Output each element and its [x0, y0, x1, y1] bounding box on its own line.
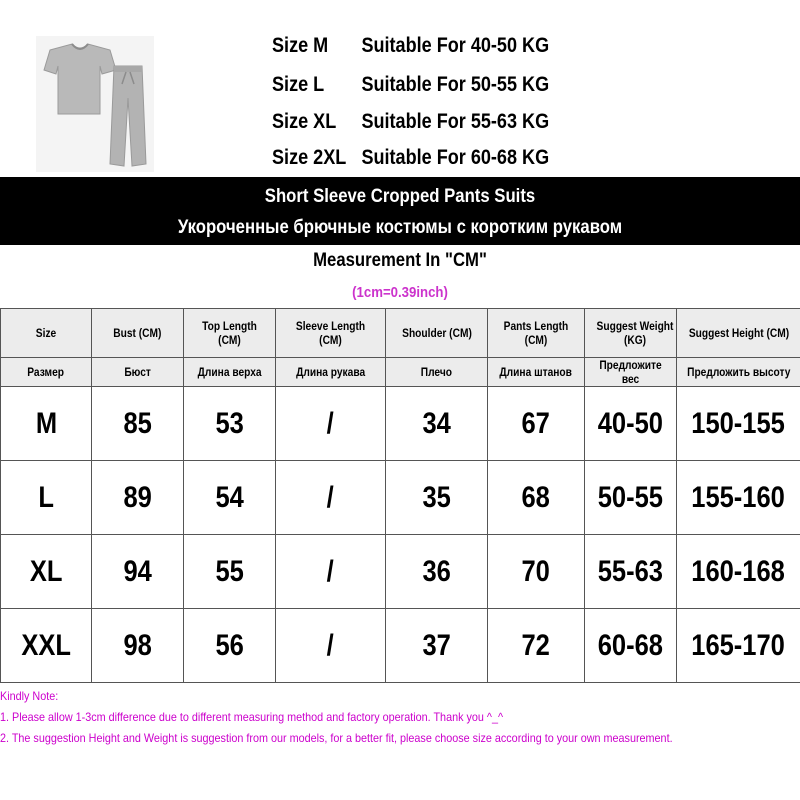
table-cell — [386, 535, 488, 609]
table-cell-text: / — [326, 480, 335, 514]
header-row-ru — [1, 358, 800, 387]
unit-conversion: (1cm=0.39inch) — [352, 284, 448, 301]
column-header-ru-text: Длина штанов — [499, 365, 573, 379]
column-header-ru — [386, 358, 488, 387]
size-guide-line — [272, 146, 549, 174]
table-cell-text: 53 — [215, 406, 244, 440]
column-header-ru-text: Предложите вес — [599, 358, 662, 386]
size-guide-size: Size 2XL — [272, 146, 347, 169]
column-header-text: Sleeve Length (CM) — [295, 319, 366, 347]
table-cell — [677, 387, 800, 461]
column-header-ru — [276, 358, 386, 387]
table-cell — [386, 387, 488, 461]
size-guide-text: Suitable For 55-63 KG — [361, 110, 550, 133]
table-cell-text: 55 — [215, 554, 244, 588]
column-header — [585, 309, 677, 358]
size-guide-text: Suitable For 50-55 KG — [361, 73, 550, 96]
table-cell-text: 37 — [422, 628, 451, 662]
table-cell-text: 55-63 — [597, 554, 664, 588]
table-cell — [184, 609, 276, 683]
size-table — [0, 308, 800, 683]
table-cell-text: 36 — [422, 554, 451, 588]
table-cell-text: 40-50 — [597, 406, 664, 440]
column-header — [92, 309, 184, 358]
column-header-ru — [585, 358, 677, 387]
note-item: 1. Please allow 1-3cm difference due to different measuring method and factory operation. Thank you ^_^ — [0, 710, 504, 724]
table-cell — [184, 461, 276, 535]
table-cell-text: 70 — [521, 554, 551, 588]
table-cell-text: 34 — [422, 406, 451, 440]
table-cell-text: 68 — [521, 480, 551, 514]
column-header-text: Top Length (CM) — [202, 319, 257, 347]
table-cell — [488, 387, 585, 461]
table-row — [1, 609, 800, 683]
table-cell-text: 94 — [123, 554, 152, 588]
column-header-text: Shoulder (CM) — [401, 326, 472, 340]
column-header-ru-text: Предложить высоту — [686, 365, 791, 379]
table-cell-text: 60-68 — [597, 628, 664, 662]
table-cell-text: / — [326, 628, 335, 662]
size-guide-size: Size M — [272, 34, 329, 57]
table-cell — [276, 387, 386, 461]
measurement-unit: Measurement In "CM" — [313, 250, 487, 271]
table-cell-text: M — [35, 406, 57, 440]
table-cell — [276, 609, 386, 683]
size-guide-line — [272, 34, 549, 62]
table-cell-text: 89 — [123, 480, 152, 514]
size-guide-line — [272, 110, 549, 138]
note-title: Kindly Note: — [0, 689, 59, 703]
table-cell — [585, 535, 677, 609]
table-cell-text: 72 — [521, 628, 551, 662]
table-cell — [92, 461, 184, 535]
header-row-en — [1, 309, 800, 358]
table-cell-text: L — [38, 480, 54, 514]
table-cell-text: 56 — [215, 628, 244, 662]
table-cell — [1, 387, 92, 461]
table-cell-text: 150-155 — [691, 406, 786, 440]
table-row — [1, 387, 800, 461]
column-header-text: Size — [35, 326, 57, 340]
column-header — [488, 309, 585, 358]
table-cell — [92, 387, 184, 461]
table-cell — [677, 535, 800, 609]
table-row — [1, 461, 800, 535]
table-cell — [488, 609, 585, 683]
table-cell — [1, 461, 92, 535]
table-cell — [585, 387, 677, 461]
column-header-text: Pants Length (CM) — [503, 319, 569, 347]
column-header — [386, 309, 488, 358]
size-guide-size: Size L — [272, 73, 325, 96]
table-cell-text: XL — [29, 554, 63, 588]
column-header — [677, 309, 800, 358]
product-image — [36, 36, 154, 172]
table-cell-text: 50-55 — [597, 480, 664, 514]
table-cell-text: XXL — [21, 628, 71, 662]
table-cell-text: 155-160 — [691, 480, 786, 514]
column-header-ru — [1, 358, 92, 387]
table-cell — [386, 461, 488, 535]
kindly-note — [0, 686, 673, 749]
table-cell-text: 98 — [123, 628, 152, 662]
table-cell — [677, 609, 800, 683]
table-cell — [585, 461, 677, 535]
table-cell-text: 85 — [123, 406, 152, 440]
table-cell — [184, 387, 276, 461]
table-cell — [488, 461, 585, 535]
table-cell-text: / — [326, 554, 335, 588]
column-header-ru-text: Бюст — [124, 365, 151, 379]
table-cell-text: / — [326, 406, 335, 440]
size-guide-text: Suitable For 60-68 KG — [361, 146, 550, 169]
column-header-ru — [92, 358, 184, 387]
column-header-ru — [677, 358, 800, 387]
column-header-ru-text: Плечо — [420, 365, 453, 379]
table-cell — [677, 461, 800, 535]
table-row — [1, 535, 800, 609]
banner-title-en: Short Sleeve Cropped Pants Suits — [264, 186, 536, 207]
table-cell — [276, 461, 386, 535]
table-cell — [488, 535, 585, 609]
table-cell-text: 165-170 — [691, 628, 786, 662]
table-cell-text: 160-168 — [691, 554, 786, 588]
column-header-ru — [184, 358, 276, 387]
table-cell — [386, 609, 488, 683]
size-guide-text: Suitable For 40-50 KG — [361, 34, 550, 57]
column-header — [1, 309, 92, 358]
table-cell — [92, 535, 184, 609]
table-cell — [276, 535, 386, 609]
column-header-text: Suggest Height (CM) — [688, 326, 789, 340]
table-cell — [1, 535, 92, 609]
table-cell — [184, 535, 276, 609]
table-cell — [92, 609, 184, 683]
column-header — [184, 309, 276, 358]
title-banner — [0, 177, 800, 245]
column-header-text: Suggest Weight (KG) — [596, 319, 674, 347]
table-cell — [585, 609, 677, 683]
table-cell-text: 54 — [215, 480, 244, 514]
column-header-ru-text: Длина верха — [197, 365, 262, 379]
size-guide-size: Size XL — [272, 110, 337, 133]
column-header-ru-text: Длина рукава — [295, 365, 366, 379]
table-cell-text: 35 — [422, 480, 451, 514]
column-header — [276, 309, 386, 358]
table-cell-text: 67 — [521, 406, 551, 440]
column-header-ru-text: Размер — [27, 365, 65, 379]
table-cell — [1, 609, 92, 683]
banner-title-ru: Укороченные брючные костюмы с коротким рукавом — [177, 217, 623, 238]
note-item: 2. The suggestion Height and Weight is suggestion from our models, for a better fit, please choose size according to your own measurement. — [0, 731, 673, 745]
column-header-ru — [488, 358, 585, 387]
size-guide-line — [272, 73, 549, 101]
column-header-text: Bust (CM) — [113, 326, 162, 340]
